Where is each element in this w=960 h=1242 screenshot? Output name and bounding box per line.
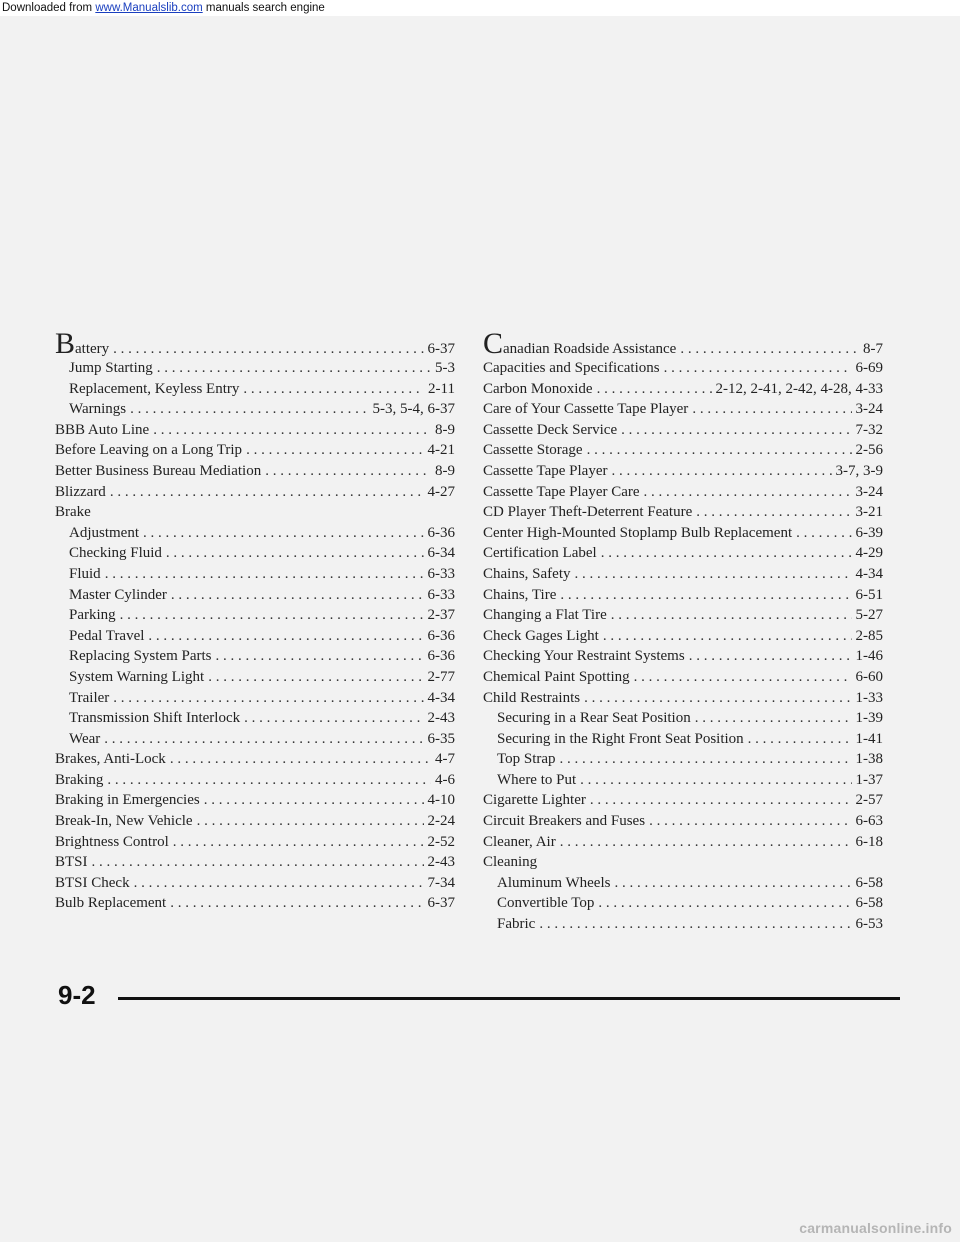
dot-leader — [166, 545, 424, 562]
entry-text: Changing a Flat Tire — [483, 607, 607, 624]
entry-text: Convertible Top — [497, 895, 595, 912]
dot-leader — [170, 895, 423, 912]
entry-page-ref: 2-43 — [427, 710, 455, 727]
entry-title — [69, 669, 204, 686]
entry-page-ref: 2-85 — [855, 627, 883, 644]
dot-leader — [575, 566, 852, 583]
index-entry — [55, 607, 455, 628]
entry-page-ref: 1-38 — [855, 751, 883, 768]
index-entry — [55, 648, 455, 669]
entry-text: BBB Auto Line — [55, 421, 150, 438]
dot-leader — [243, 381, 424, 398]
entry-text: Check Gages Light — [483, 627, 599, 644]
entry-page-ref: 6-37 — [427, 895, 455, 912]
entry-text: Securing in a Rear Seat Position — [497, 710, 691, 727]
entry-page-ref: 4-7 — [435, 751, 455, 768]
dot-leader — [246, 442, 423, 459]
dot-leader — [171, 587, 424, 604]
entry-text: Parking — [69, 607, 116, 624]
entry-page-ref: 6-58 — [855, 895, 883, 912]
dot-leader — [104, 731, 423, 748]
entry-title — [55, 792, 200, 809]
index-entry — [55, 731, 455, 752]
index-entry — [483, 834, 883, 855]
dot-leader — [584, 690, 851, 707]
dot-leader — [598, 895, 851, 912]
entry-text: CD Player Theft-Deterrent Feature — [483, 504, 693, 521]
dot-leader — [649, 813, 851, 830]
index-entry — [483, 669, 883, 690]
entry-page-ref: 6-63 — [855, 813, 883, 830]
index-entry — [55, 772, 455, 793]
dot-leader — [603, 628, 852, 645]
dot-leader — [692, 401, 851, 418]
dot-leader — [580, 772, 851, 789]
entry-page-ref: 6-39 — [855, 524, 883, 541]
index-entry — [483, 628, 883, 649]
entry-page-ref: 3-24 — [855, 401, 883, 418]
entry-text: Fabric — [497, 916, 536, 933]
entry-text: Securing in the Right Front Seat Position — [497, 730, 744, 747]
entry-text: Trailer — [69, 689, 110, 706]
entry-title — [55, 442, 242, 459]
index-entry — [483, 648, 883, 669]
header-suffix: manuals search engine — [202, 2, 325, 14]
entry-title — [483, 525, 792, 542]
entry-title — [483, 360, 660, 377]
entry-text: Blizzard — [55, 483, 106, 500]
entry-title — [483, 854, 537, 871]
dot-leader — [601, 545, 852, 562]
entry-page-ref: 1-41 — [855, 730, 883, 747]
entry-title — [69, 381, 239, 398]
entry-text: Carbon Monoxide — [483, 380, 593, 397]
entry-title — [69, 648, 212, 665]
entry-title — [55, 895, 166, 912]
entry-title — [483, 669, 630, 686]
entry-page-ref: 6-37 — [427, 341, 455, 357]
entry-title — [55, 463, 261, 480]
entry-text: Before Leaving on a Long Trip — [55, 442, 243, 459]
entry-title — [55, 751, 166, 768]
entry-text: Cassette Tape Player — [483, 462, 608, 479]
entry-text: Master Cylinder — [69, 586, 167, 603]
index-entry — [483, 484, 883, 505]
entry-text: Wear — [69, 730, 101, 747]
entry-text: Cassette Storage — [483, 442, 583, 459]
entry-page-ref: 6-18 — [855, 833, 883, 850]
entry-text: Bulb Replacement — [55, 895, 167, 912]
dot-leader — [689, 648, 852, 665]
entry-text: Jump Starting — [69, 360, 153, 376]
entry-page-ref: 8-9 — [435, 421, 455, 438]
entry-page-ref: 8-7 — [863, 341, 883, 357]
index-entry — [55, 895, 455, 916]
entry-title — [483, 648, 685, 665]
entry-page-ref: 6-36 — [427, 648, 455, 665]
entry-page-ref: 2-57 — [855, 792, 883, 809]
index-entry — [483, 772, 883, 793]
entry-page-ref: 2-24 — [427, 813, 455, 830]
entry-title — [69, 710, 240, 727]
dot-leader — [244, 710, 423, 727]
index-entry — [483, 422, 883, 443]
dot-leader — [197, 813, 424, 830]
index-entry — [483, 381, 883, 402]
entry-page-ref: 4-29 — [855, 545, 883, 562]
entry-text: Braking in Emergencies — [55, 792, 200, 809]
index-entry — [55, 330, 455, 360]
entry-page-ref: 6-35 — [427, 730, 455, 747]
entry-title — [483, 484, 640, 501]
entry-text: anadian Roadside Assistance — [503, 341, 677, 357]
entry-page-ref: 2-43 — [427, 854, 455, 871]
index-entry — [55, 422, 455, 443]
entry-title — [483, 587, 556, 604]
index-entry — [483, 463, 883, 484]
entry-title — [497, 731, 744, 748]
dot-leader — [157, 360, 431, 377]
entry-title — [483, 813, 645, 830]
entry-title — [69, 525, 139, 542]
dot-leader — [644, 484, 852, 501]
entry-page-ref: 8-9 — [435, 462, 455, 479]
index-entry — [55, 484, 455, 505]
entry-title — [483, 442, 583, 459]
entry-text: System Warning Light — [69, 668, 205, 685]
entry-text: Replacing System Parts — [69, 648, 212, 665]
index-column-right — [483, 330, 883, 937]
index-entry — [55, 566, 455, 587]
index-entry — [55, 813, 455, 834]
dot-leader — [113, 341, 423, 358]
index-entry — [483, 607, 883, 628]
watermark-footer: carmanualsonline.info — [799, 1220, 952, 1236]
entry-page-ref: 4-34 — [427, 689, 455, 706]
index-entry — [55, 442, 455, 463]
index-entry — [483, 731, 883, 752]
entry-title — [55, 422, 149, 439]
entry-title — [497, 772, 576, 789]
dot-leader — [113, 690, 423, 707]
entry-text: Brakes, Anti-Lock — [55, 751, 166, 768]
entry-text: Transmission Shift Interlock — [69, 710, 241, 727]
dot-leader — [134, 875, 424, 892]
drop-cap-letter: B — [55, 330, 76, 360]
index-entry — [55, 504, 455, 525]
entry-title — [55, 834, 169, 851]
index-entry — [55, 690, 455, 711]
dot-leader — [560, 834, 852, 851]
entry-page-ref: 2-37 — [427, 607, 455, 624]
entry-text: Adjustment — [69, 524, 139, 541]
entry-text: Checking Fluid — [69, 545, 162, 562]
entry-text: Capacities and Specifications — [483, 360, 660, 376]
entry-title — [483, 422, 617, 439]
index-entry — [483, 895, 883, 916]
entry-page-ref: 7-32 — [855, 421, 883, 438]
dot-leader — [208, 669, 423, 686]
entry-page-ref: 1-46 — [855, 648, 883, 665]
entry-page-ref: 6-51 — [855, 586, 883, 603]
entry-text: Certification Label — [483, 545, 597, 562]
entry-page-ref: 6-58 — [855, 874, 883, 891]
entry-page-ref: 6-60 — [855, 668, 883, 685]
dot-leader — [597, 381, 712, 398]
dot-leader — [614, 875, 851, 892]
entry-page-ref: 4-6 — [435, 771, 455, 788]
entry-title — [69, 628, 144, 645]
entry-page-ref: 2-11 — [428, 380, 455, 397]
page-number: 9-2 — [58, 980, 96, 1010]
dot-leader — [634, 669, 852, 686]
entry-title — [483, 330, 676, 358]
dot-leader — [173, 834, 424, 851]
entry-text: attery — [75, 341, 110, 357]
dot-leader — [120, 607, 424, 624]
entry-title — [69, 607, 116, 624]
entry-text: Chains, Safety — [483, 565, 571, 582]
index-entry — [55, 875, 455, 896]
entry-text: Pedal Travel — [69, 627, 145, 644]
entry-page-ref: 1-37 — [855, 771, 883, 788]
entry-page-ref: 4-21 — [427, 442, 455, 459]
entry-text: Center High-Mounted Stoplamp Bulb Replacement — [483, 524, 793, 541]
entry-text: Replacement, Keyless Entry — [69, 380, 240, 397]
index-entry — [483, 854, 883, 875]
entry-page-ref: 4-34 — [855, 565, 883, 582]
entry-page-ref: 6-36 — [427, 524, 455, 541]
entry-text: Cigarette Lighter — [483, 792, 586, 809]
index-entry — [483, 916, 883, 937]
index-entry — [483, 330, 883, 360]
index-entry — [483, 710, 883, 731]
index-entry — [55, 751, 455, 772]
index-entry — [55, 587, 455, 608]
index-entry — [483, 504, 883, 525]
dot-leader — [143, 525, 424, 542]
header-prefix: Downloaded from — [2, 2, 96, 14]
index-entry — [483, 545, 883, 566]
entry-page-ref: 2-12, 2-41, 2-42, 4-28, 4-33 — [715, 380, 883, 397]
entry-page-ref: 6-36 — [427, 627, 455, 644]
index-entry — [55, 834, 455, 855]
index-entry — [483, 813, 883, 834]
entry-title — [55, 484, 106, 501]
dot-leader — [265, 463, 431, 480]
index-entry — [55, 525, 455, 546]
entry-title — [69, 360, 153, 377]
index-entry — [55, 628, 455, 649]
dot-leader — [153, 422, 431, 439]
dot-leader — [590, 792, 852, 809]
dot-leader — [216, 648, 424, 665]
index-entry — [483, 875, 883, 896]
entry-page-ref: 6-53 — [855, 916, 883, 933]
entry-text: Child Restraints — [483, 689, 581, 706]
dot-leader — [664, 360, 852, 377]
entry-text: Chains, Tire — [483, 586, 557, 603]
entry-title — [497, 710, 691, 727]
entry-page-ref: 1-39 — [855, 710, 883, 727]
dot-leader — [130, 401, 368, 418]
entry-page-ref: 3-21 — [855, 504, 883, 521]
entry-title — [55, 854, 88, 871]
entry-title — [483, 401, 688, 418]
download-header — [0, 0, 960, 16]
entry-page-ref: 6-33 — [427, 586, 455, 603]
dot-leader — [539, 916, 851, 933]
entry-title — [55, 330, 109, 358]
entry-text: Cleaner, Air — [483, 833, 556, 850]
entry-title — [483, 566, 571, 583]
entry-text: Cleaning — [483, 854, 538, 871]
entry-page-ref: 2-77 — [427, 668, 455, 685]
entry-title — [55, 813, 193, 830]
index-entry — [55, 360, 455, 381]
entry-text: Care of Your Cassette Tape Player — [483, 401, 689, 418]
dot-leader — [796, 525, 851, 542]
entry-text: Brake — [55, 504, 91, 521]
index-entry — [483, 442, 883, 463]
entry-text: Break-In, New Vehicle — [55, 813, 193, 830]
entry-title — [55, 772, 103, 789]
manualslib-link[interactable]: www.Manualslib.com — [95, 2, 203, 14]
entry-title — [55, 504, 91, 521]
entry-text: Better Business Bureau Mediation — [55, 462, 262, 479]
entry-title — [483, 504, 692, 521]
dot-leader — [92, 854, 424, 871]
index-entry — [483, 525, 883, 546]
entry-text: Braking — [55, 771, 104, 788]
entry-page-ref: 7-34 — [427, 874, 455, 891]
index-entry — [55, 710, 455, 731]
entry-text: Checking Your Restraint Systems — [483, 648, 685, 665]
entry-page-ref: 4-10 — [427, 792, 455, 809]
dot-leader — [621, 422, 851, 439]
entry-title — [497, 751, 556, 768]
drop-cap-letter: C — [483, 330, 504, 360]
index-entry — [55, 792, 455, 813]
entry-title — [69, 566, 101, 583]
index-entry — [55, 401, 455, 422]
dot-leader — [611, 463, 831, 480]
index-entry — [483, 401, 883, 422]
dot-leader — [107, 772, 431, 789]
entry-text: BTSI — [55, 854, 88, 871]
entry-title — [483, 545, 597, 562]
entry-text: Aluminum Wheels — [497, 874, 611, 891]
entry-title — [69, 401, 126, 418]
dot-leader — [110, 484, 424, 501]
entry-text: Brightness Control — [55, 833, 169, 850]
entry-text: Chemical Paint Spotting — [483, 668, 630, 685]
index-entry — [55, 463, 455, 484]
entry-title — [497, 895, 594, 912]
entry-text: Cassette Tape Player Care — [483, 483, 640, 500]
entry-text: Fluid — [69, 565, 101, 582]
entry-title — [483, 628, 599, 645]
dot-leader — [696, 504, 851, 521]
entry-title — [483, 834, 556, 851]
entry-page-ref: 6-69 — [855, 360, 883, 376]
entry-title — [483, 607, 607, 624]
dot-leader — [148, 628, 423, 645]
entry-title — [497, 875, 610, 892]
entry-page-ref: 5-3, 5-4, 6-37 — [372, 401, 455, 418]
dot-leader — [680, 341, 859, 358]
dot-leader — [204, 792, 424, 809]
index-entry — [483, 360, 883, 381]
entry-title — [483, 792, 586, 809]
entry-text: Circuit Breakers and Fuses — [483, 813, 646, 830]
index-entry — [55, 381, 455, 402]
dot-leader — [695, 710, 852, 727]
index-entry — [483, 792, 883, 813]
entry-title — [55, 875, 130, 892]
entry-page-ref: 5-3 — [435, 360, 455, 376]
entry-page-ref: 2-56 — [855, 442, 883, 459]
entry-text: BTSI Check — [55, 874, 130, 891]
dot-leader — [611, 607, 852, 624]
entry-title — [69, 587, 167, 604]
entry-text: Where to Put — [497, 771, 577, 788]
entry-page-ref: 6-34 — [427, 545, 455, 562]
entry-page-ref: 6-33 — [427, 565, 455, 582]
entry-page-ref: 5-27 — [855, 607, 883, 624]
entry-title — [69, 545, 162, 562]
dot-leader — [748, 731, 852, 748]
entry-page-ref: 2-52 — [427, 833, 455, 850]
index-column-left — [55, 330, 455, 916]
index-entry — [55, 545, 455, 566]
entry-title — [483, 463, 607, 480]
entry-title — [497, 916, 535, 933]
entry-text: Top Strap — [497, 751, 556, 768]
entry-title — [69, 731, 100, 748]
entry-text: Cassette Deck Service — [483, 421, 618, 438]
entry-text: Warnings — [69, 401, 127, 418]
dot-leader — [105, 566, 424, 583]
entry-page-ref: 4-27 — [427, 483, 455, 500]
index-entry — [55, 669, 455, 690]
dot-leader — [170, 751, 431, 768]
dot-leader — [587, 442, 852, 459]
entry-page-ref: 1-33 — [855, 689, 883, 706]
index-entry — [483, 690, 883, 711]
entry-title — [69, 690, 109, 707]
dot-leader — [560, 587, 851, 604]
footer-rule — [118, 997, 900, 1000]
index-entry — [483, 751, 883, 772]
dot-leader — [560, 751, 852, 768]
index-entry — [483, 566, 883, 587]
entry-title — [483, 381, 593, 398]
entry-title — [483, 690, 580, 707]
entry-page-ref: 3-7, 3-9 — [835, 462, 883, 479]
entry-page-ref: 3-24 — [855, 483, 883, 500]
index-entry — [483, 587, 883, 608]
index-entry — [55, 854, 455, 875]
